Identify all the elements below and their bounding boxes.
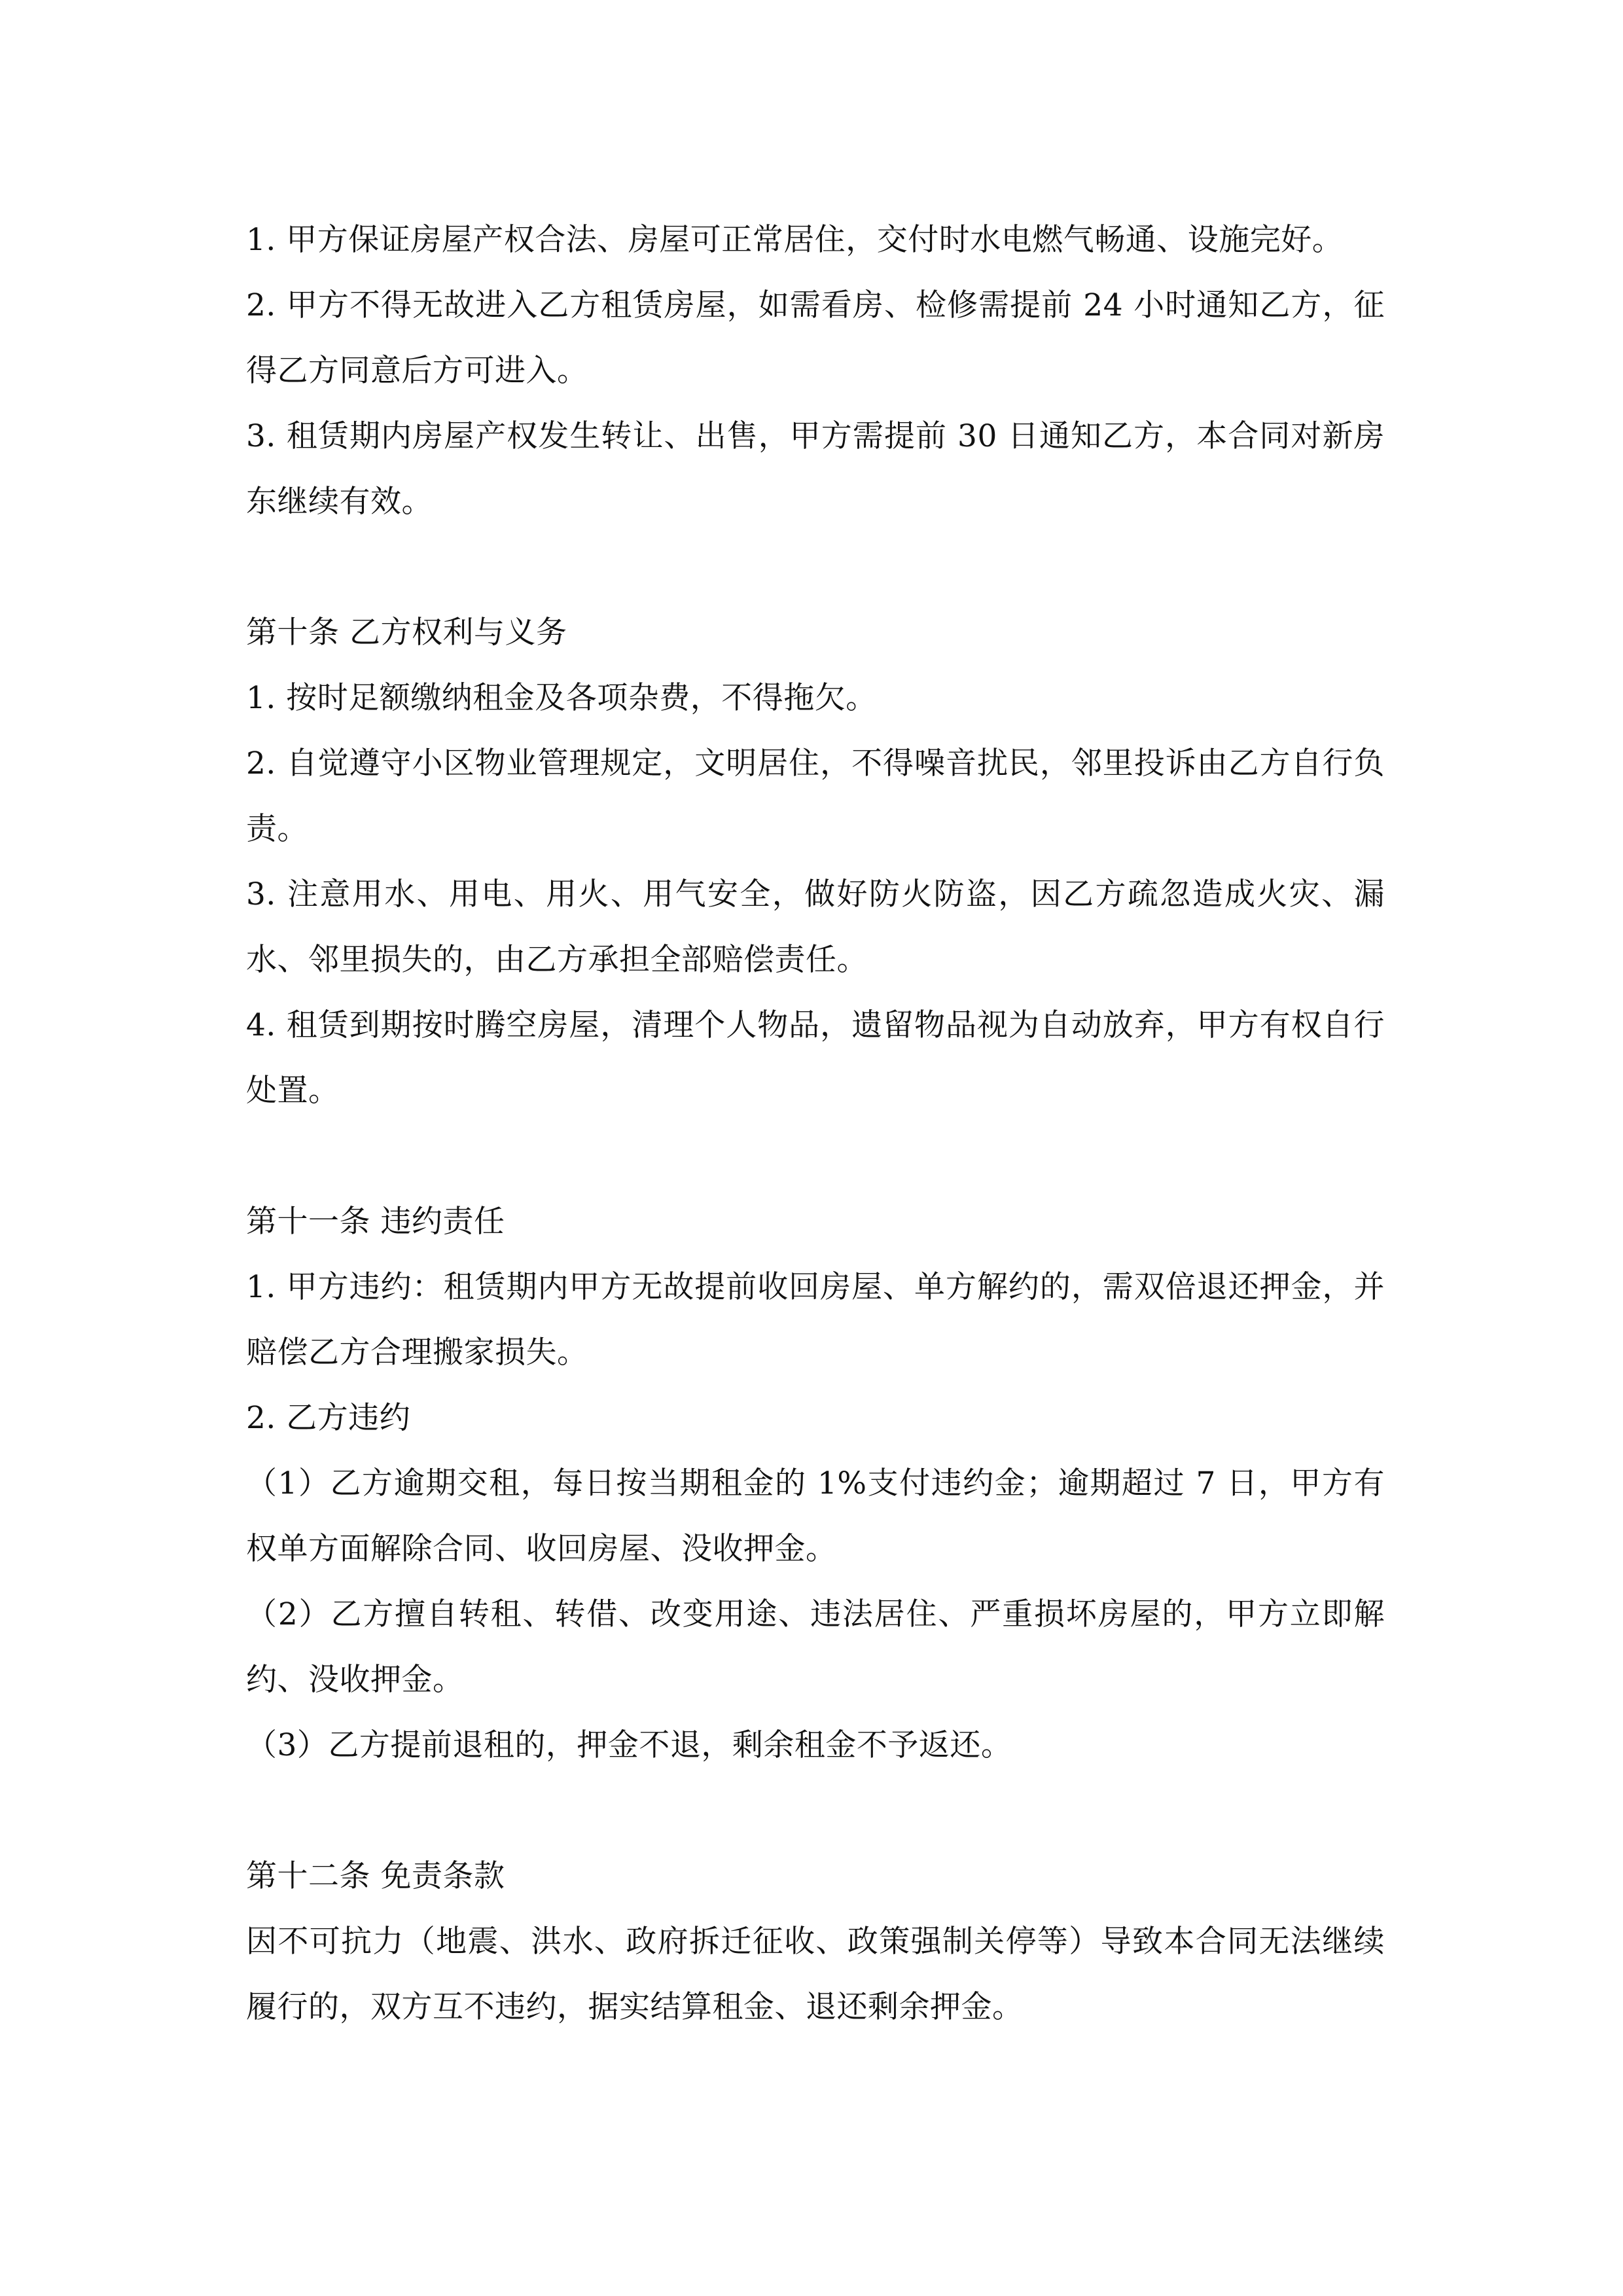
paragraph: （1）乙方逾期交租，每日按当期租金的 1%支付违约金；逾期超过 7 日，甲方有权单方面解除合同、收回房屋、没收押金。 [246, 1465, 1385, 1567]
paragraph: 因不可抗力（地震、洪水、政府拆迁征收、政策强制关停等）导致本合同无法继续履行的，双方互不违约，据实结算租金、退还剩余押金。 [246, 1924, 1385, 2025]
paragraph: （3）乙方提前退租的，押金不退，剩余租金不予返还。 [246, 1727, 1012, 1763]
paragraph: 4. 租赁到期按时腾空房屋，清理个人物品，遗留物品视为自动放弃，甲方有权自行处置。 [246, 1007, 1385, 1109]
section-article-10 [246, 600, 1385, 1124]
paragraph: 2. 乙方违约 [246, 1400, 411, 1436]
paragraph: 2. 自觉遵守小区物业管理规定，文明居住，不得噪音扰民，邻里投诉由乙方自行负责。 [246, 745, 1385, 847]
paragraph: 3. 注意用水、用电、用火、用气安全，做好防火防盗，因乙方疏忽造成火灾、漏水、邻里损失的，由乙方承担全部赔偿责任。 [246, 876, 1385, 978]
paragraph: 1. 甲方保证房屋产权合法、房屋可正常居住，交付时水电燃气畅通、设施完好。 [246, 222, 1344, 258]
section-landlord-obligations [246, 207, 1385, 535]
section-article-12 [246, 1844, 1385, 2040]
paragraph: （2）乙方擅自转租、转借、改变用途、违法居住、严重损坏房屋的，甲方立即解约、没收押金。 [246, 1596, 1385, 1698]
paragraph: 3. 租赁期内房屋产权发生转让、出售，甲方需提前 30 日通知乙方，本合同对新房东继续有效。 [246, 418, 1385, 520]
section-heading: 第十一条 违约责任 [246, 1204, 505, 1240]
paragraph: 1. 甲方违约：租赁期内甲方无故提前收回房屋、单方解约的，需双倍退还押金，并赔偿乙方合理搬家损失。 [246, 1269, 1385, 1371]
section-heading: 第十条 乙方权利与义务 [246, 615, 567, 651]
document-body [246, 207, 1385, 2040]
paragraph: 2. 甲方不得无故进入乙方租赁房屋，如需看房、检修需提前 24 小时通知乙方，征得乙方同意后方可进入。 [246, 287, 1385, 389]
paragraph: 1. 按时足额缴纳租金及各项杂费，不得拖欠。 [246, 680, 877, 716]
section-article-11 [246, 1189, 1385, 1778]
section-heading: 第十二条 免责条款 [246, 1858, 505, 1894]
